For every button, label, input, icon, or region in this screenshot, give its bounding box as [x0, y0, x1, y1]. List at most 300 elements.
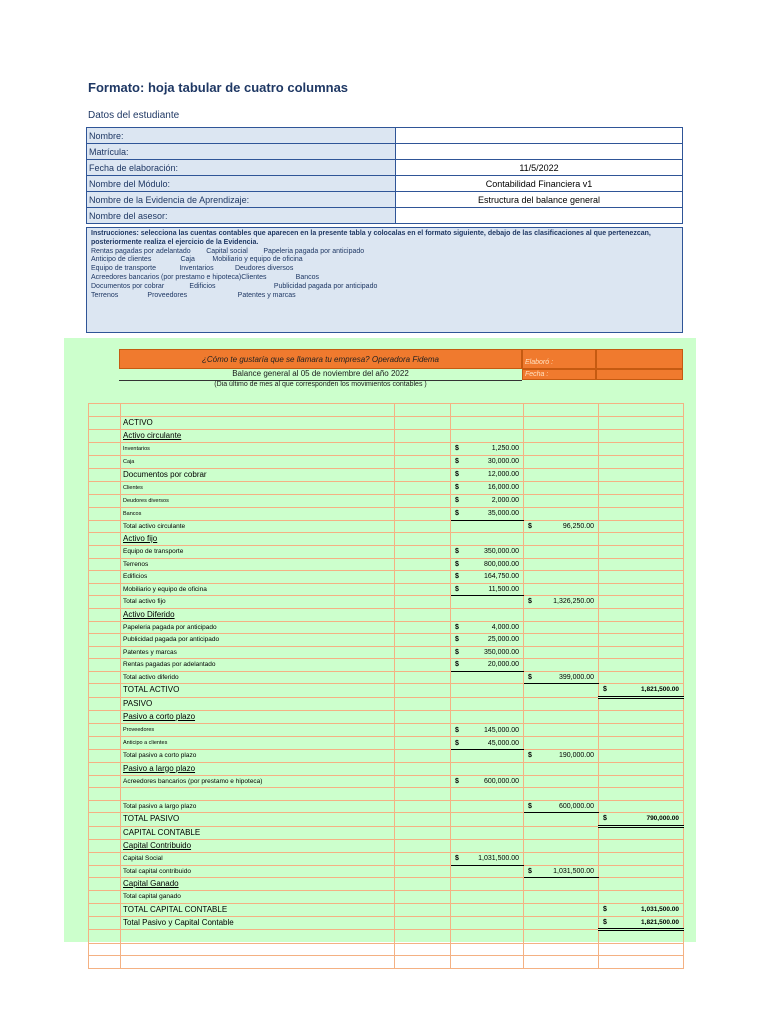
empty-cell[interactable] — [89, 762, 121, 775]
empty-cell[interactable] — [395, 724, 451, 737]
currency-symbol: $ — [528, 867, 532, 875]
total-amount-cell[interactable] — [599, 813, 684, 827]
account-label-cell[interactable] — [121, 737, 395, 750]
account-label-cell[interactable] — [121, 865, 395, 878]
empty-cell[interactable] — [599, 646, 684, 659]
empty-cell[interactable] — [524, 621, 599, 634]
empty-cell[interactable] — [89, 507, 121, 520]
advisor-field[interactable] — [396, 208, 683, 224]
table-row — [89, 507, 684, 520]
empty-cell[interactable] — [599, 416, 684, 429]
empty-cell[interactable] — [395, 608, 451, 621]
empty-cell[interactable] — [451, 711, 524, 724]
empty-cell[interactable] — [599, 865, 684, 878]
empty-cell[interactable] — [89, 853, 121, 866]
empty-cell[interactable] — [89, 608, 121, 621]
amount-value: 1,031,500.00 — [478, 855, 519, 863]
empty-cell[interactable] — [89, 520, 121, 533]
table-row — [89, 840, 684, 853]
empty-cell[interactable] — [451, 916, 524, 930]
detail-amount-cell[interactable] — [451, 442, 524, 455]
empty-cell[interactable] — [451, 671, 524, 684]
empty-cell[interactable] — [599, 558, 684, 571]
account-label-cell[interactable] — [121, 646, 395, 659]
empty-cell[interactable] — [524, 634, 599, 647]
account-label-cell[interactable] — [121, 840, 395, 853]
empty-cell[interactable] — [395, 546, 451, 559]
empty-cell[interactable] — [524, 684, 599, 698]
empty-cell[interactable] — [89, 737, 121, 750]
amount-value: 350,000.00 — [483, 648, 519, 656]
account-label-cell[interactable] — [121, 416, 395, 429]
empty-cell[interactable] — [395, 596, 451, 609]
empty-cell[interactable] — [395, 659, 451, 672]
empty-cell[interactable] — [89, 916, 121, 930]
account-label-cell[interactable] — [121, 558, 395, 571]
empty-cell[interactable] — [599, 788, 684, 801]
empty-cell[interactable] — [395, 429, 451, 442]
empty-cell[interactable] — [395, 634, 451, 647]
empty-cell[interactable] — [89, 442, 121, 455]
detail-amount-cell[interactable] — [451, 775, 524, 788]
account-label-cell[interactable] — [121, 826, 395, 840]
empty-cell[interactable] — [599, 468, 684, 481]
account-label-cell[interactable] — [121, 634, 395, 647]
empty-cell[interactable] — [524, 930, 599, 944]
empty-cell[interactable] — [451, 930, 524, 944]
empty-cell[interactable] — [599, 481, 684, 494]
empty-cell[interactable] — [599, 533, 684, 546]
account-label-cell[interactable] — [121, 878, 395, 891]
empty-cell[interactable] — [89, 800, 121, 813]
table-row — [89, 762, 684, 775]
empty-cell[interactable] — [599, 800, 684, 813]
empty-cell[interactable] — [451, 596, 524, 609]
empty-cell[interactable] — [395, 494, 451, 507]
account-label-cell[interactable] — [121, 813, 395, 827]
empty-cell[interactable] — [524, 943, 599, 956]
empty-cell[interactable] — [395, 813, 451, 827]
account-label-cell[interactable] — [121, 621, 395, 634]
currency-symbol: $ — [455, 573, 459, 581]
empty-cell[interactable] — [524, 711, 599, 724]
empty-cell[interactable] — [451, 943, 524, 956]
empty-cell[interactable] — [451, 533, 524, 546]
account-label-cell[interactable] — [121, 943, 395, 956]
empty-cell[interactable] — [89, 878, 121, 891]
empty-cell[interactable] — [599, 507, 684, 520]
total-amount-cell[interactable] — [599, 684, 684, 698]
fecha-field[interactable] — [596, 369, 683, 380]
empty-cell[interactable] — [451, 840, 524, 853]
empty-cell[interactable] — [89, 750, 121, 763]
empty-cell[interactable] — [89, 930, 121, 944]
empty-cell[interactable] — [395, 891, 451, 904]
empty-cell[interactable] — [395, 455, 451, 468]
empty-cell[interactable] — [524, 762, 599, 775]
table-row — [89, 571, 684, 584]
detail-amount-cell[interactable] — [451, 724, 524, 737]
empty-cell[interactable] — [395, 800, 451, 813]
empty-cell[interactable] — [524, 956, 599, 969]
empty-cell[interactable] — [451, 520, 524, 533]
account-label-cell[interactable] — [121, 711, 395, 724]
empty-cell[interactable] — [451, 684, 524, 698]
empty-cell[interactable] — [395, 646, 451, 659]
empty-cell[interactable] — [599, 404, 684, 417]
empty-cell[interactable] — [599, 596, 684, 609]
empty-cell[interactable] — [89, 891, 121, 904]
account-label-cell[interactable] — [121, 853, 395, 866]
empty-cell[interactable] — [395, 762, 451, 775]
empty-cell[interactable] — [395, 442, 451, 455]
empty-cell[interactable] — [451, 750, 524, 763]
detail-amount-cell[interactable] — [451, 737, 524, 750]
empty-cell[interactable] — [599, 494, 684, 507]
empty-cell[interactable] — [524, 853, 599, 866]
empty-cell[interactable] — [451, 762, 524, 775]
empty-cell[interactable] — [395, 468, 451, 481]
account-label-cell[interactable] — [121, 442, 395, 455]
account-label-cell[interactable] — [121, 903, 395, 916]
account-label-cell[interactable] — [121, 684, 395, 698]
account-label: Total activo diferido — [123, 673, 179, 681]
accounts-row: Equipo de transporte Inventarios Deudores diversos — [91, 265, 294, 273]
empty-cell[interactable] — [524, 891, 599, 904]
empty-cell[interactable] — [451, 891, 524, 904]
empty-cell[interactable] — [524, 788, 599, 801]
account-label-cell[interactable] — [121, 930, 395, 944]
empty-cell[interactable] — [89, 533, 121, 546]
empty-cell[interactable] — [599, 737, 684, 750]
empty-cell[interactable] — [89, 468, 121, 481]
detail-amount-cell[interactable] — [451, 571, 524, 584]
account-label-cell[interactable] — [121, 956, 395, 969]
empty-cell[interactable] — [89, 546, 121, 559]
empty-cell[interactable] — [599, 956, 684, 969]
account-label-cell[interactable] — [121, 404, 395, 417]
empty-cell[interactable] — [89, 840, 121, 853]
empty-cell[interactable] — [451, 608, 524, 621]
empty-cell[interactable] — [451, 788, 524, 801]
empty-cell[interactable] — [451, 956, 524, 969]
account-label-cell[interactable] — [121, 608, 395, 621]
evidence-field[interactable]: Estructura del balance general — [396, 192, 683, 208]
empty-cell[interactable] — [599, 455, 684, 468]
empty-cell[interactable] — [395, 916, 451, 930]
account-label-cell[interactable] — [121, 697, 395, 711]
empty-cell[interactable] — [599, 671, 684, 684]
field-label: Nombre de la Evidencia de Aprendizaje: — [87, 192, 396, 208]
account-label-cell[interactable] — [121, 571, 395, 584]
empty-cell[interactable] — [524, 659, 599, 672]
empty-cell[interactable] — [395, 943, 451, 956]
empty-cell[interactable] — [599, 571, 684, 584]
detail-amount-cell[interactable] — [451, 634, 524, 647]
student-row-evidence — [87, 192, 683, 208]
account-label-cell[interactable] — [121, 788, 395, 801]
empty-cell[interactable] — [89, 903, 121, 916]
account-label-cell[interactable] — [121, 533, 395, 546]
module-field[interactable]: Contabilidad Financiera v1 — [396, 176, 683, 192]
empty-cell[interactable] — [89, 558, 121, 571]
empty-cell[interactable] — [89, 943, 121, 956]
empty-cell[interactable] — [395, 750, 451, 763]
empty-cell[interactable] — [89, 775, 121, 788]
empty-cell[interactable] — [451, 416, 524, 429]
empty-cell[interactable] — [395, 416, 451, 429]
account-label-cell[interactable] — [121, 775, 395, 788]
empty-cell[interactable] — [89, 596, 121, 609]
empty-cell[interactable] — [89, 659, 121, 672]
subtotal-amount-cell[interactable] — [524, 520, 599, 533]
subtotal-amount-cell[interactable] — [524, 865, 599, 878]
account-label-cell[interactable] — [121, 546, 395, 559]
subtotal-amount-cell[interactable] — [524, 596, 599, 609]
detail-amount-cell[interactable] — [451, 646, 524, 659]
empty-cell[interactable] — [524, 533, 599, 546]
empty-cell[interactable] — [599, 442, 684, 455]
account-label-cell[interactable] — [121, 916, 395, 930]
empty-cell[interactable] — [395, 903, 451, 916]
empty-cell[interactable] — [89, 416, 121, 429]
empty-cell[interactable] — [89, 865, 121, 878]
account-label-cell[interactable] — [121, 494, 395, 507]
empty-cell[interactable] — [89, 404, 121, 417]
empty-cell[interactable] — [89, 634, 121, 647]
matricula-field[interactable] — [396, 144, 683, 160]
empty-cell[interactable] — [89, 583, 121, 596]
empty-cell[interactable] — [89, 646, 121, 659]
empty-cell[interactable] — [524, 878, 599, 891]
table-row — [89, 930, 684, 944]
empty-cell[interactable] — [524, 916, 599, 930]
detail-amount-cell[interactable] — [451, 455, 524, 468]
account-label: Activo Diferido — [123, 609, 175, 619]
empty-cell[interactable] — [395, 583, 451, 596]
empty-cell[interactable] — [524, 468, 599, 481]
account-label-cell[interactable] — [121, 762, 395, 775]
empty-cell[interactable] — [395, 684, 451, 698]
empty-cell[interactable] — [599, 634, 684, 647]
empty-cell[interactable] — [395, 481, 451, 494]
empty-cell[interactable] — [524, 646, 599, 659]
empty-cell[interactable] — [89, 711, 121, 724]
empty-cell[interactable] — [599, 826, 684, 840]
empty-cell[interactable] — [451, 826, 524, 840]
empty-cell[interactable] — [451, 697, 524, 711]
empty-cell[interactable] — [599, 878, 684, 891]
empty-cell[interactable] — [599, 608, 684, 621]
account-label: Anticipo a clientes — [123, 740, 168, 746]
empty-cell[interactable] — [395, 840, 451, 853]
empty-cell[interactable] — [524, 494, 599, 507]
empty-cell[interactable] — [599, 546, 684, 559]
field-label: Matrícula: — [87, 144, 396, 160]
total-amount-cell[interactable] — [599, 916, 684, 930]
empty-cell[interactable] — [599, 697, 684, 711]
account-label-cell[interactable] — [121, 596, 395, 609]
account-label-cell[interactable] — [121, 481, 395, 494]
subtotal-amount-cell[interactable] — [524, 800, 599, 813]
table-row — [89, 813, 684, 827]
empty-cell[interactable] — [395, 571, 451, 584]
empty-cell[interactable] — [599, 840, 684, 853]
empty-cell[interactable] — [451, 903, 524, 916]
detail-amount-cell[interactable] — [451, 621, 524, 634]
empty-cell[interactable] — [599, 891, 684, 904]
empty-cell[interactable] — [599, 762, 684, 775]
account-label: TOTAL ACTIVO — [123, 685, 180, 695]
empty-cell[interactable] — [524, 546, 599, 559]
elaboro-field[interactable] — [596, 349, 683, 369]
empty-cell[interactable] — [599, 724, 684, 737]
empty-cell[interactable] — [395, 930, 451, 944]
empty-cell[interactable] — [89, 455, 121, 468]
empty-cell[interactable] — [89, 788, 121, 801]
account-label-cell[interactable] — [121, 800, 395, 813]
empty-cell[interactable] — [395, 826, 451, 840]
empty-cell[interactable] — [599, 583, 684, 596]
table-row — [89, 468, 684, 481]
amount-value: 800,000.00 — [483, 560, 519, 568]
currency-symbol: $ — [455, 445, 459, 452]
empty-cell[interactable] — [524, 903, 599, 916]
empty-cell[interactable] — [599, 429, 684, 442]
empty-cell[interactable] — [89, 621, 121, 634]
empty-cell[interactable] — [524, 737, 599, 750]
empty-cell[interactable] — [599, 711, 684, 724]
empty-cell[interactable] — [89, 826, 121, 840]
account-label-cell[interactable] — [121, 891, 395, 904]
empty-cell[interactable] — [599, 930, 684, 944]
empty-cell[interactable] — [524, 416, 599, 429]
empty-cell[interactable] — [599, 853, 684, 866]
account-label-cell[interactable] — [121, 468, 395, 481]
empty-cell[interactable] — [89, 494, 121, 507]
empty-cell[interactable] — [524, 840, 599, 853]
empty-cell[interactable] — [524, 558, 599, 571]
account-label-cell[interactable] — [121, 455, 395, 468]
empty-cell[interactable] — [395, 621, 451, 634]
empty-cell[interactable] — [524, 481, 599, 494]
account-label-cell[interactable] — [121, 671, 395, 684]
empty-cell[interactable] — [524, 404, 599, 417]
empty-cell[interactable] — [599, 775, 684, 788]
empty-cell[interactable] — [89, 697, 121, 711]
empty-cell[interactable] — [395, 788, 451, 801]
empty-cell[interactable] — [89, 684, 121, 698]
empty-cell[interactable] — [89, 671, 121, 684]
empty-cell[interactable] — [524, 775, 599, 788]
empty-cell[interactable] — [395, 533, 451, 546]
empty-cell[interactable] — [395, 956, 451, 969]
detail-amount-cell[interactable] — [451, 558, 524, 571]
detail-amount-cell[interactable] — [451, 659, 524, 672]
empty-cell[interactable] — [524, 826, 599, 840]
empty-cell[interactable] — [524, 571, 599, 584]
account-label-cell[interactable] — [121, 429, 395, 442]
empty-cell[interactable] — [524, 507, 599, 520]
detail-amount-cell[interactable] — [451, 583, 524, 596]
account-label-cell[interactable] — [121, 659, 395, 672]
empty-cell[interactable] — [395, 853, 451, 866]
empty-cell[interactable] — [451, 865, 524, 878]
empty-cell[interactable] — [599, 750, 684, 763]
subtotal-amount-cell[interactable] — [524, 750, 599, 763]
empty-cell[interactable] — [524, 813, 599, 827]
amount — [601, 904, 681, 915]
subtotal-amount-cell[interactable] — [524, 671, 599, 684]
account-label: Proveedores — [123, 727, 155, 733]
empty-cell[interactable] — [395, 711, 451, 724]
empty-cell[interactable] — [524, 697, 599, 711]
empty-cell[interactable] — [395, 520, 451, 533]
empty-cell[interactable] — [524, 583, 599, 596]
empty-cell[interactable] — [599, 621, 684, 634]
empty-cell[interactable] — [395, 558, 451, 571]
account-label: Terrenos — [123, 560, 149, 568]
detail-amount-cell[interactable] — [451, 468, 524, 481]
empty-cell[interactable] — [89, 571, 121, 584]
empty-cell[interactable] — [89, 956, 121, 969]
empty-cell[interactable] — [599, 943, 684, 956]
empty-cell[interactable] — [89, 429, 121, 442]
empty-cell[interactable] — [599, 659, 684, 672]
account-label-cell[interactable] — [121, 583, 395, 596]
account-label-cell[interactable] — [121, 750, 395, 763]
date-field[interactable]: 11/5/2022 — [396, 160, 683, 176]
empty-cell[interactable] — [89, 481, 121, 494]
amount — [453, 634, 521, 645]
empty-cell[interactable] — [395, 697, 451, 711]
empty-cell[interactable] — [524, 442, 599, 455]
empty-cell[interactable] — [89, 813, 121, 827]
amount — [453, 508, 521, 519]
empty-cell[interactable] — [395, 775, 451, 788]
empty-cell[interactable] — [451, 429, 524, 442]
empty-cell[interactable] — [89, 724, 121, 737]
name-field[interactable] — [396, 128, 683, 144]
empty-cell[interactable] — [395, 865, 451, 878]
empty-cell[interactable] — [524, 724, 599, 737]
detail-amount-cell[interactable] — [451, 853, 524, 866]
empty-cell[interactable] — [524, 429, 599, 442]
account-label-cell[interactable] — [121, 724, 395, 737]
total-amount-cell[interactable] — [599, 903, 684, 916]
empty-cell[interactable] — [395, 671, 451, 684]
account-label-cell[interactable] — [121, 520, 395, 533]
detail-amount-cell[interactable] — [451, 481, 524, 494]
empty-cell[interactable] — [524, 608, 599, 621]
company-name-banner[interactable]: ¿Cómo te gustaría que se llamara tu empresa? Operadora Fidema — [119, 349, 522, 369]
empty-cell[interactable] — [451, 813, 524, 827]
empty-cell[interactable] — [451, 800, 524, 813]
account-label-cell[interactable] — [121, 507, 395, 520]
empty-cell[interactable] — [395, 878, 451, 891]
empty-cell[interactable] — [451, 878, 524, 891]
detail-amount-cell[interactable] — [451, 507, 524, 520]
empty-cell[interactable] — [395, 404, 451, 417]
empty-cell[interactable] — [395, 507, 451, 520]
detail-amount-cell[interactable] — [451, 546, 524, 559]
empty-cell[interactable] — [599, 520, 684, 533]
empty-cell[interactable] — [395, 737, 451, 750]
empty-cell[interactable] — [524, 455, 599, 468]
detail-amount-cell[interactable] — [451, 494, 524, 507]
empty-cell[interactable] — [451, 404, 524, 417]
currency-symbol: $ — [455, 648, 459, 656]
